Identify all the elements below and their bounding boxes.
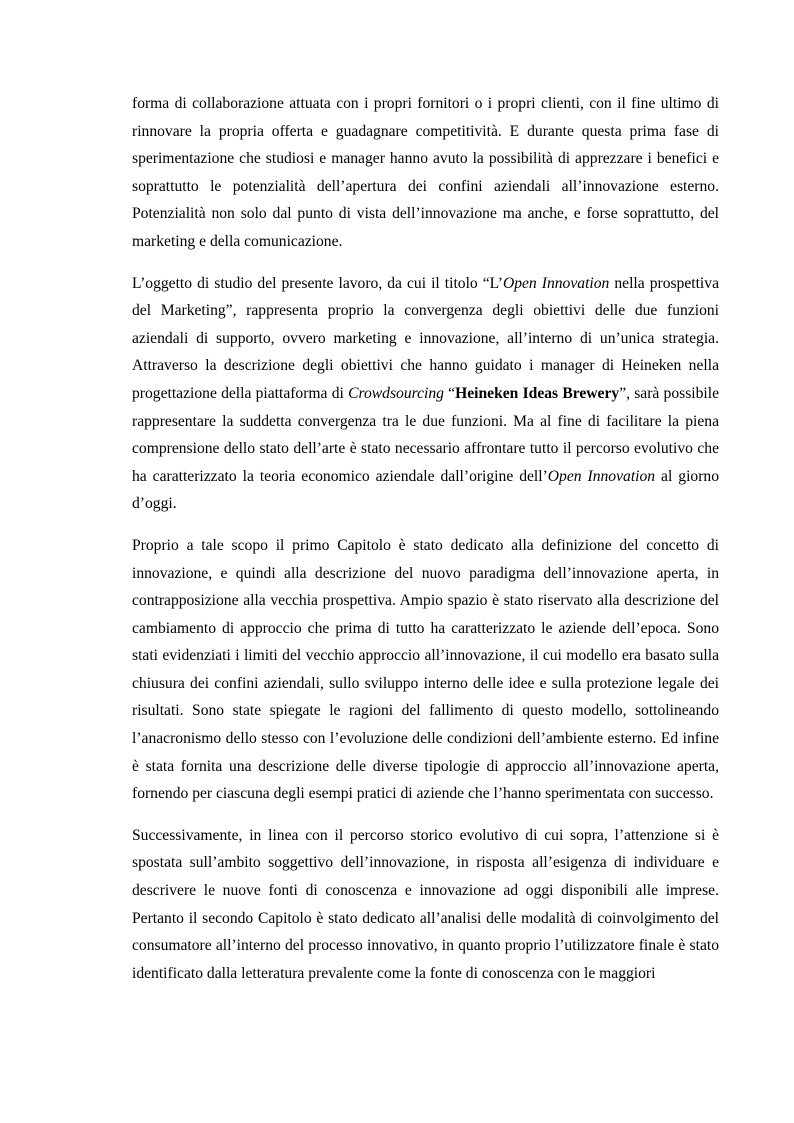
text-run: L’oggetto di studio del presente lavoro, da cui il titolo “L’ — [132, 274, 503, 292]
paragraph-4 — [132, 822, 719, 988]
text-run: ”, sarà possibile rappresentare la suddetta convergenza tra le due funzioni. Ma al fine di facilitare la piena comprensione dello stato dell’arte è stato necessario affrontare tutto il percorso evolutivo che ha caratterizzato la teoria economico aziendale dall’origine dell’ — [132, 384, 719, 485]
document-page — [132, 90, 719, 987]
paragraph-1 — [132, 90, 719, 256]
text-run: Proprio a tale scopo il primo Capitolo è stato dedicato alla definizione del concetto di innovazione, e quindi alla descrizione del nuovo paradigma dell’innovazione aperta, in contrapposizione alla vecchia prospettiva. Ampio spazio è stato riservato alla descrizione del cambiamento di approccio che prima di tutto ha caratterizzato le aziende dell’epoca. Sono stati evidenziati i limiti del vecchio approccio all’innovazione, il cui modello era basato sulla chiusura dei confini aziendali, sullo sviluppo interno delle idee e sulla protezione legale dei risultati. Sono state spiegate le ragioni del fallimento di questo modello, sottolineando l’anacronismo dello stesso con l’evoluzione delle condizioni dell’ambiente esterno. Ed infine è stata fornita una descrizione delle diverse tipologie di approccio all’innovazione aperta, fornendo per ciascuna degli esempi pratici di aziende che l’hanno sperimentata con successo. — [132, 536, 719, 803]
paragraph-3 — [132, 532, 719, 808]
italic-term: Open Innovation — [547, 467, 656, 485]
text-run: “ — [443, 384, 456, 402]
text-run: Successivamente, in linea con il percorso storico evolutivo di cui sopra, l’attenzione si è spostata sull’ambito soggettivo dell’innovazione, in risposta all’esigenza di individuare e descrivere le nuove fonti di conoscenza e innovazione ad oggi disponibili alle imprese. Pertanto il secondo Capitolo è stato dedicato all’analisi delle modalità di coinvolgimento del consumatore all’interno del processo innovativo, in quanto proprio l’utilizzatore finale è stato identificato dalla letteratura prevalente come la fonte di conoscenza con le maggiori — [132, 826, 719, 982]
text-run: nella prospettiva del Marketing”, rappresenta proprio la convergenza degli obiettivi delle due funzioni aziendali di supporto, ovvero marketing e innovazione, all’interno di un’unica strategia. Attraverso la descrizione degli obiettivi che hanno guidato i manager di Heineken nella progettazione della piattaforma di — [132, 274, 719, 402]
italic-term: Crowdsourcing — [348, 384, 444, 402]
paragraph-2 — [132, 270, 719, 518]
text-run: al giorno d’oggi. — [132, 467, 719, 513]
text-run: forma di collaborazione attuata con i propri fornitori o i propri clienti, con il fine ultimo di rinnovare la propria offerta e guadagnare competitività. E durante questa prima fase di sperimentazione che studiosi e manager hanno avuto la possibilità di apprezzare i benefici e soprattutto le potenzialità dell’apertura dei confini aziendali all’innovazione esterno. Potenzialità non solo dal punto di vista dell’innovazione ma anche, e forse soprattutto, del marketing e della comunicazione. — [132, 95, 719, 250]
bold-title: Heineken Ideas Brewery — [455, 384, 620, 402]
italic-term: Open Innovation — [502, 274, 610, 292]
